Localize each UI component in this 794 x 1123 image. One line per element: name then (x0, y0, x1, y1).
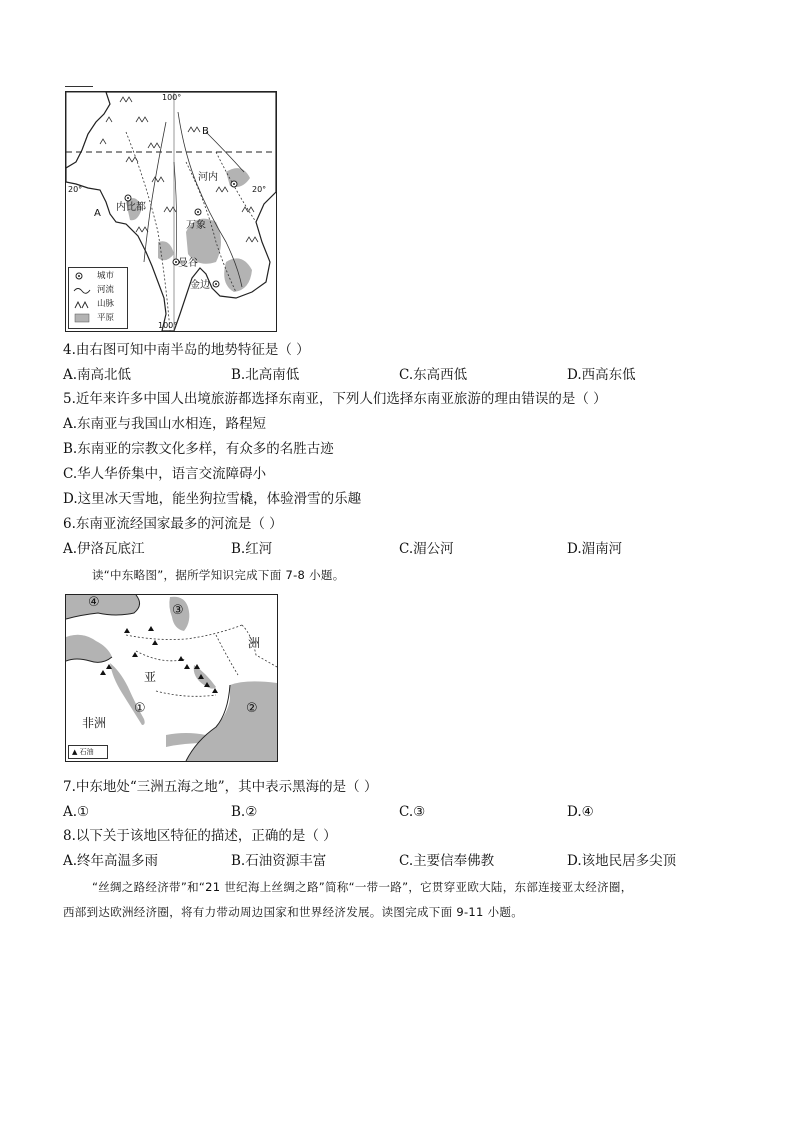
river-symbol-icon (73, 285, 93, 295)
q6-option-c: C.湄公河 (399, 541, 454, 557)
q5-option-a: A.东南亚与我国山水相连，路程短 (63, 416, 267, 432)
q8-option-b: B.石油资源丰富 (231, 853, 327, 869)
q6-option-b: B.红河 (231, 541, 273, 557)
map2-number-1: ① (134, 701, 146, 716)
lon-label-bottom: 100° (158, 321, 178, 330)
intro-q7-8: 读“中东略图”，据所学知识完成下面 7-8 小题。 (92, 568, 345, 582)
q6-stem: 6.东南亚流经国家最多的河流是（ ） (63, 516, 283, 532)
q7-option-c: C.③ (399, 804, 426, 820)
map2-legend-label: 石油 (79, 748, 94, 756)
q4-option-d: D.西高东低 (567, 367, 636, 383)
map2-number-2: ② (246, 701, 258, 716)
q5-option-d: D.这里冰天雪地，能坐狗拉雪橇，体验滑雪的乐趣 (63, 491, 362, 507)
q5-option-c: C.华人华侨集中，语言交流障碍小 (63, 466, 267, 482)
map2-label-africa: 非洲 (82, 716, 107, 730)
q4-option-c: C.东高西低 (399, 367, 468, 383)
intro-q9-11-line2: 西部到达欧洲经济圈，将有力带动周边国家和世界经济发展。读图完成下面 9-11 小题。 (63, 905, 524, 919)
q7-option-d: D.④ (567, 804, 594, 820)
middle-east-map-drawing (66, 595, 277, 761)
oil-symbol-icon: ▲ (72, 748, 78, 756)
q8-option-a: A.终年高温多雨 (63, 853, 159, 869)
q7-stem: 7.中东地处“三洲五海之地”，其中表示黑海的是（ ） (63, 779, 378, 795)
legend-row-mountain (73, 299, 115, 312)
city-label-vientiane: 万象 (186, 220, 206, 231)
q8-stem: 8.以下关于该地区特征的描述，正确的是（ ） (63, 828, 337, 844)
map2-label-ya: 亚 (144, 670, 157, 684)
city-label-bangkok: 曼谷 (178, 258, 198, 269)
legend-row-plain (73, 313, 115, 326)
city-symbol-icon (73, 271, 89, 281)
intro-q9-11-line1: “丝绸之路经济带”和“21 世纪海上丝绸之路”简称“一带一路”，它贯穿亚欧大陆，东部连接亚太经济圈， (92, 880, 633, 894)
lon-label-top: 100° (162, 93, 182, 102)
q7-option-a: A.① (63, 804, 90, 820)
legend-label-city: 城市 (97, 271, 115, 281)
q4-option-b: B.北高南低 (231, 367, 300, 383)
q4-stem: 4.由右图可知中南半岛的地势特征是（ ） (63, 342, 310, 358)
q8-option-c: C.主要信奉佛教 (399, 853, 495, 869)
map2-label-zhou: 洲 (248, 636, 261, 650)
legend-row-city (73, 271, 115, 284)
city-label-phnompenh: 金边 (190, 280, 210, 291)
map-legend (68, 267, 128, 329)
plain-symbol-icon (73, 313, 93, 323)
lat-label-left: 20° (68, 185, 83, 194)
legend-label-plain: 平原 (97, 313, 115, 323)
legend-label-mountain: 山脉 (97, 299, 115, 309)
region-label-b: B (202, 126, 209, 137)
map2-number-4: ④ (88, 595, 100, 610)
city-label-naypyidaw: 内比都 (116, 202, 146, 213)
legend-label-river: 河流 (97, 285, 115, 295)
lat-label-right: 20° (252, 185, 267, 194)
region-label-a: A (94, 208, 101, 219)
mountain-symbol-icon (73, 299, 93, 309)
indochina-map (65, 91, 277, 332)
city-label-hanoi: 河内 (198, 172, 218, 183)
q7-option-b: B.② (231, 804, 258, 820)
q8-option-d: D.该地民居多尖顶 (567, 853, 677, 869)
q6-option-d: D.湄南河 (567, 541, 623, 557)
q5-option-b: B.东南亚的宗教文化多样，有众多的名胜古迹 (63, 441, 334, 457)
legend-row-river (73, 285, 115, 298)
map2-number-3: ③ (172, 603, 184, 618)
q6-option-a: A.伊洛瓦底江 (63, 541, 145, 557)
q5-stem: 5.近年来许多中国人出境旅游都选择东南亚，下列人们选择东南亚旅游的理由错误的是（ ） (63, 391, 607, 407)
map2-legend (68, 745, 108, 759)
middle-east-map (65, 594, 278, 762)
header-rule (65, 86, 93, 87)
q4-option-a: A.南高北低 (63, 367, 132, 383)
